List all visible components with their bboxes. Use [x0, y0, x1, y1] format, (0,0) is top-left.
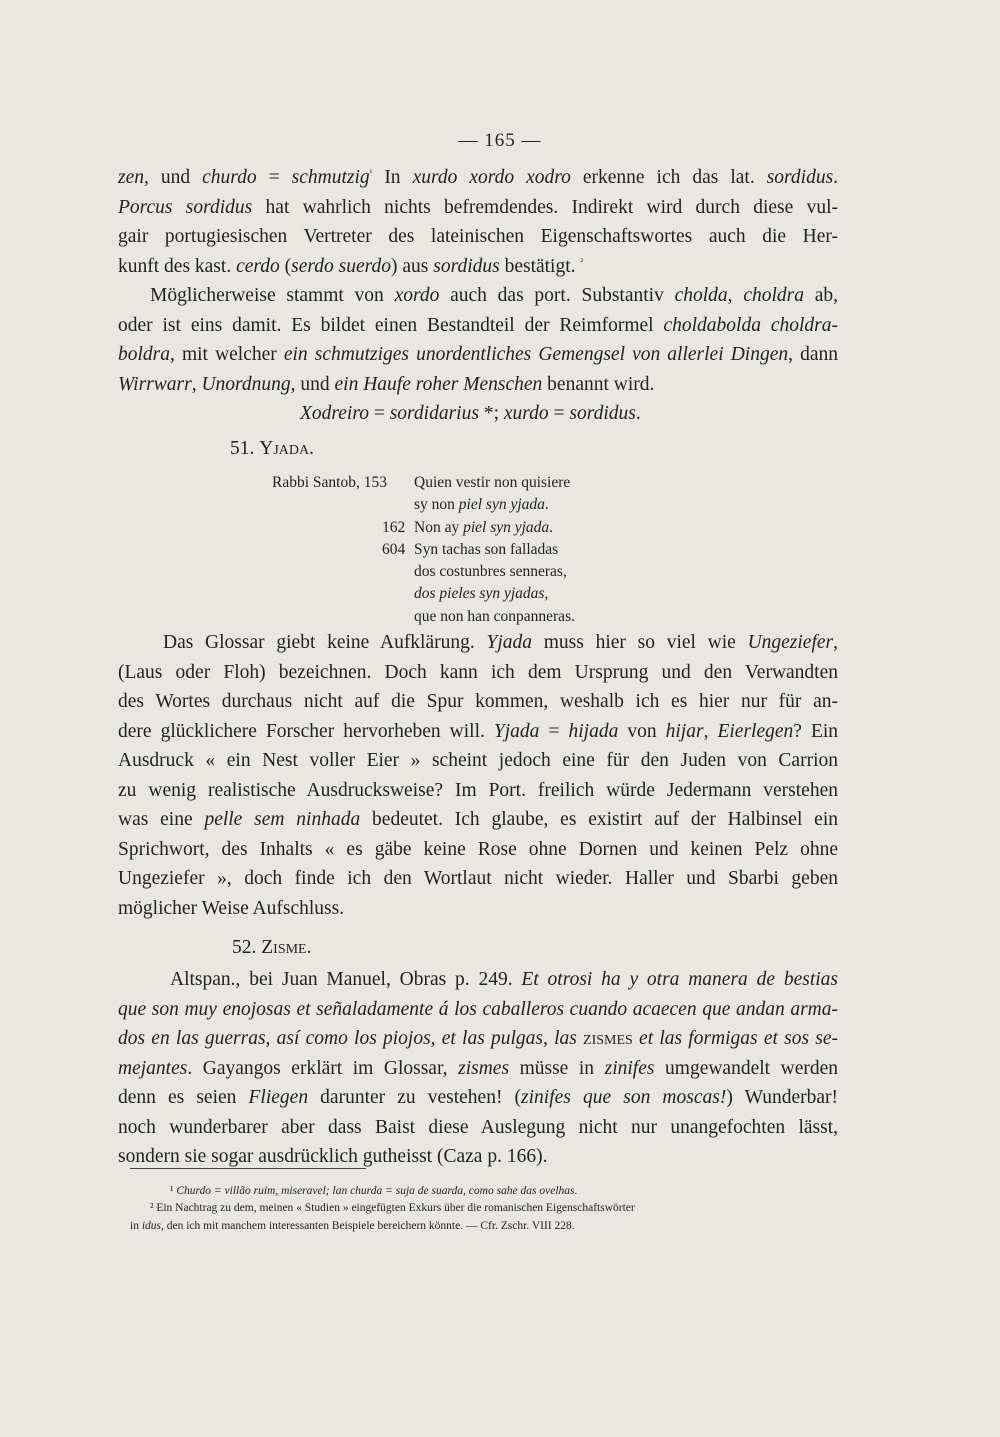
verse-line: Quien vestir non quisiere — [414, 474, 571, 491]
footnote-2: ² Ein Nachtrag zu dem, meinen « Studien » eingefügten Exkurs über die romanischen Eigenschaftswörter — [150, 1202, 635, 1214]
verse-line: dos pieles syn yjadas, — [414, 585, 549, 603]
text-line: zen, und churdo = schmutzig$^{^1}$ In xurdo xordo xodro erkenne ich das lat. sordidus. — [118, 167, 839, 188]
text-line: des Wortes durchaus nicht auf die Spur kommen, weshalb ich es hier nur für an- — [118, 691, 838, 712]
text-line: boldra, mit welcher ein schmutziges unordentliches Gemengsel von allerlei Dingen, dann — [118, 344, 838, 365]
footnote-1: ¹ Churdo = villão ruim, miseravel; lan churda = suja de suarda, como sahe das ovelhas. — [170, 1185, 578, 1197]
text-line: Porcus sordidus hat wahrlich nichts befremdendes. Indirekt wird durch diese vul- — [118, 196, 838, 218]
text-line: Altspan., bei Juan Manuel, Obras p. 249. Et otrosi ha y otra manera de bestias — [170, 969, 838, 990]
verse-line: 162 Non ay piel syn yjada. — [382, 518, 554, 536]
text-line: Sprichwort, des Inhalts « es gäbe keine Rose ohne Dornen und keinen Pelz ohne — [118, 838, 838, 860]
text-line: zu wenig realistische Ausdrucksweise? Im Port. freilich würde Jedermann verstehen — [118, 779, 838, 801]
text-line: Xodreiro = sordidarius *; xurdo = sordidus. — [300, 403, 641, 424]
page-number: — 165 — — [458, 130, 542, 151]
text-line: denn es seien Fliegen darunter zu vestehen! (zinifes que son moscas!) Wunderbar! — [118, 1087, 838, 1108]
verse-line: sy non piel syn yjada. — [414, 496, 549, 514]
text-line: noch wunderbarer aber dass Baist diese Auslegung nicht nur unangefochten lässt, — [118, 1116, 838, 1138]
paragraph-1 — [118, 163, 838, 429]
section-heading-51: 51. Yjada. — [230, 438, 314, 459]
text-line: kunft des kast. cerdo (serdo suerdo) aus sordidus bestätigt. $^{^2}$ — [118, 255, 584, 277]
text-line: Ungeziefer », doch finde ich den Wortlaut nicht wieder. Haller und Sbarbi geben — [118, 868, 838, 889]
text-line: dos en las guerras, así como los piojos, et las pulgas, las zismes et las formigas et sos se- — [118, 1028, 838, 1049]
verse-line: 604 Syn tachas son falladas — [382, 540, 559, 558]
text-line: (Laus oder Floh) bezeichnen. Doch kann ich dem Ursprung und den Verwandten — [118, 661, 838, 683]
text-line: oder ist eins damit. Es bildet einen Bestandteil der Reimformel choldabolda choldra- — [118, 314, 838, 336]
verse-line: dos costunbres senneras, — [414, 563, 567, 581]
text-line: Das Glossar giebt keine Aufklärung. Yjada muss hier so viel wie Ungeziefer, — [163, 632, 838, 653]
text-line: sondern sie sogar ausdrücklich gutheisst (Caza p. 166). — [118, 1146, 548, 1167]
text-line: que son muy enojosas et señaladamente á los caballeros cuando acaecen que andan arma- — [118, 998, 838, 1020]
paragraph-3 — [118, 965, 838, 1172]
text-line: Wirrwarr, Unordnung, und ein Haufe roher Menschen benannt wird. — [118, 373, 655, 395]
verse-source: Rabbi Santob, 153 — [272, 474, 387, 491]
text-line: gair portugiesischen Vertreter des lateinischen Eigenschaftswortes auch die Her- — [118, 226, 838, 247]
text-line: Möglicherweise stammt von xordo auch das port. Substantiv cholda, choldra ab, — [150, 285, 839, 306]
text-line: möglicher Weise Aufschluss. — [118, 897, 345, 919]
text-line: Ausdruck « ein Nest voller Eier » scheint jedoch eine für den Juden von Carrion — [118, 750, 838, 771]
text-line: dere glücklichere Forscher hervorheben will. Yjada = hijada von hijar, Eierlegen? Ein — [118, 720, 839, 742]
footnote-2-continued: in idus, den ich mit manchem interessanten Beispiele bereichern könnte. — Cfr. Zschr. VIII 228. — [130, 1220, 575, 1232]
verse-quotation — [382, 472, 575, 628]
footnote-divider — [130, 1168, 366, 1169]
text-line: was eine pelle sem ninhada bedeutet. Ich glaube, es existirt auf der Halbinsel ein — [118, 809, 838, 830]
paragraph-2 — [118, 628, 838, 923]
text-line: mejantes. Gayangos erklärt im Glossar, zismes müsse in zinifes umgewandelt werden — [118, 1057, 839, 1079]
section-heading-52: 52. Zisme. — [232, 937, 312, 958]
verse-line: que non han conpanneras. — [414, 607, 575, 625]
